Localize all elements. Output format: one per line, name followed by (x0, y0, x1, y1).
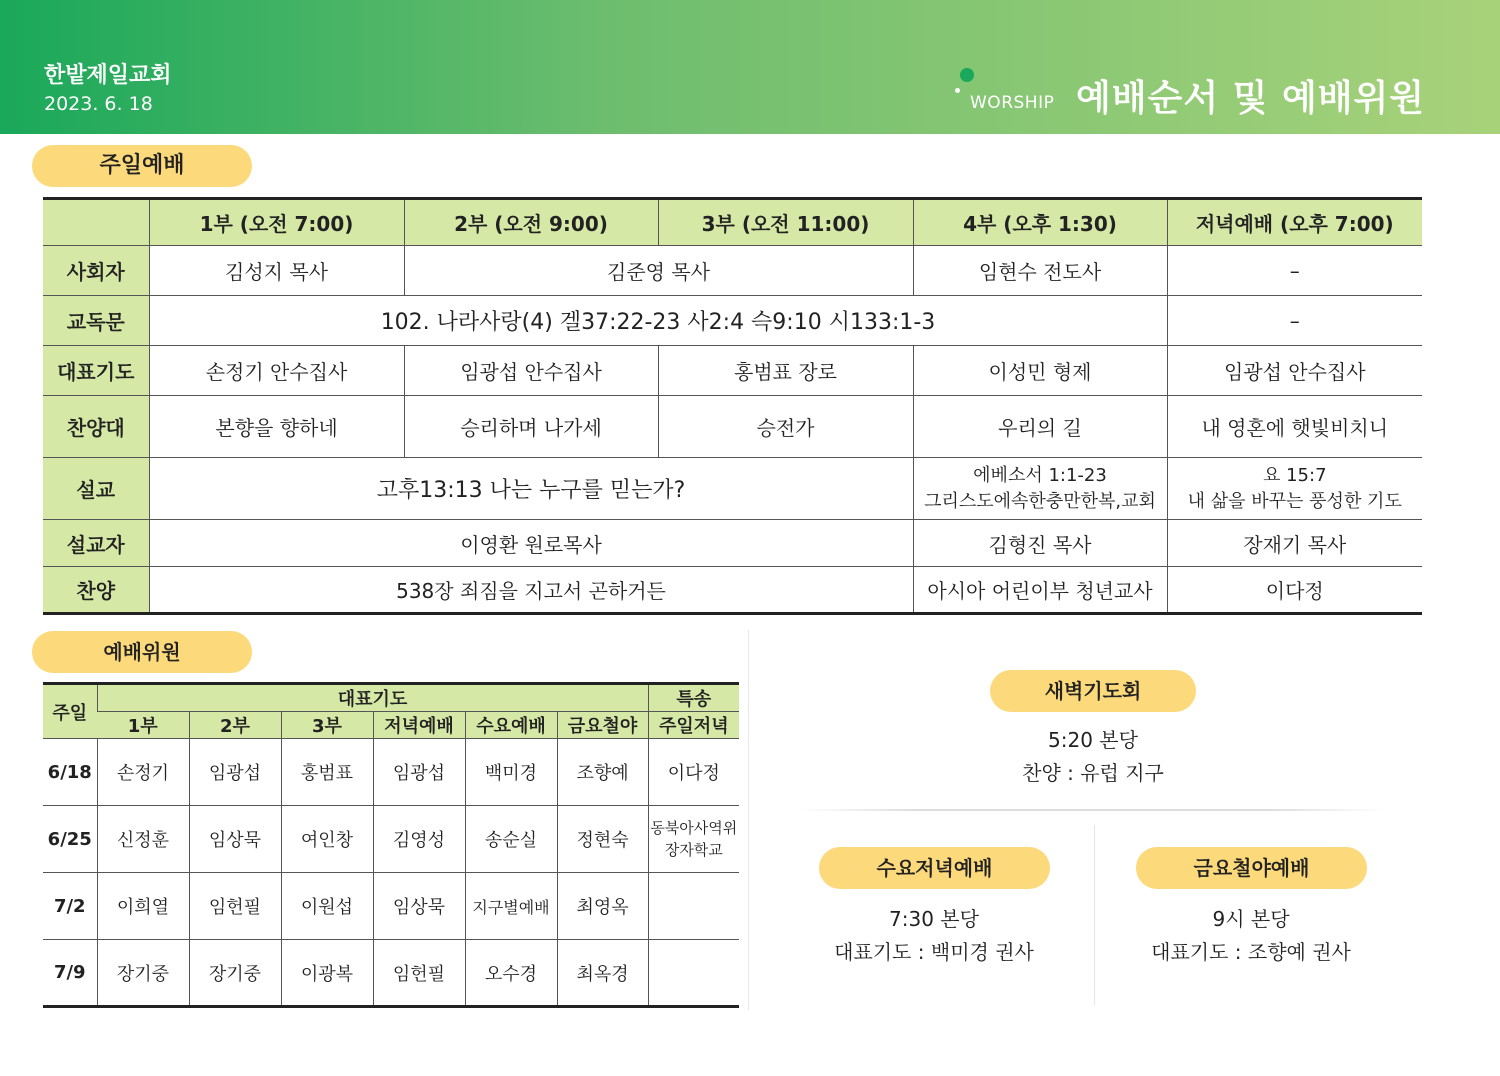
header-cell: 주일 (43, 684, 97, 739)
wednesday-title: 수요저녁예배 (819, 847, 1050, 889)
table-cell: 장기중 (97, 940, 189, 1007)
table-row (43, 396, 1422, 458)
table-row (43, 296, 1422, 346)
table-cell: 조향예 (557, 739, 648, 806)
table-row (43, 940, 739, 1007)
table-cell: 홍범표 (281, 739, 373, 806)
dawn-prayer-title: 새벽기도회 (990, 670, 1196, 712)
table-cell: 우리의 길 (913, 396, 1167, 458)
header-cell: 4부 (오후 1:30) (913, 199, 1167, 246)
header-cell: 특송 (648, 684, 739, 712)
table-cell: 백미경 (465, 739, 557, 806)
section-title-sunday: 주일예배 (32, 145, 252, 187)
wednesday-time: 7:30 본당 (889, 907, 979, 931)
page-title: 예배순서 및 예배위원 (1076, 78, 1426, 119)
divider (748, 630, 749, 1010)
table-cell: 아시아 어린이부 청년교사 (913, 567, 1167, 614)
table-cell: 임상묵 (189, 806, 281, 873)
row-label: 찬양대 (43, 396, 149, 458)
table-cell: 임광섭 (189, 739, 281, 806)
table-cell: – (1167, 246, 1422, 296)
table-cell: 이다정 (648, 739, 739, 806)
table-cell: 임광섭 안수집사 (1167, 346, 1422, 396)
table-cell: 김영성 (373, 806, 465, 873)
table-header-row (43, 199, 1422, 246)
table-row (43, 806, 739, 873)
row-date: 6/25 (43, 806, 97, 873)
sermon-title: 내 삶을 바꾸는 풍성한 기도 (1187, 490, 1402, 512)
table-cell: 이성민 형제 (913, 346, 1167, 396)
table-cell: – (1167, 296, 1422, 346)
header-cell: 2부 (189, 712, 281, 739)
header-cell: 저녁예배 (373, 712, 465, 739)
table-cell (648, 873, 739, 940)
row-date: 7/2 (43, 873, 97, 940)
table-header-row (43, 684, 739, 712)
dawn-time: 5:20 본당 (1048, 728, 1138, 752)
bulletin-date: 2023. 6. 18 (44, 93, 153, 115)
table-cell: 장기중 (189, 940, 281, 1007)
row-date: 6/18 (43, 739, 97, 806)
table-cell: 이원섭 (281, 873, 373, 940)
section-title-committee: 예배위원 (32, 631, 252, 673)
divider (1094, 825, 1095, 1005)
row-label: 대표기도 (43, 346, 149, 396)
table-row (43, 246, 1422, 296)
header-cell: 1부 (97, 712, 189, 739)
table-cell: 본향을 향하네 (149, 396, 404, 458)
table-cell: 홍범표 장로 (658, 346, 913, 396)
row-label: 사회자 (43, 246, 149, 296)
small-dot-icon (955, 88, 960, 93)
table-row (43, 458, 1422, 520)
table-cell: 김준영 목사 (404, 246, 913, 296)
sermon-title: 그리스도에속한충만한복,교회 (924, 490, 1156, 512)
table-cell: 정현숙 (557, 806, 648, 873)
table-cell (913, 458, 1167, 520)
table-cell (1167, 458, 1422, 520)
header-cell: 저녁예배 (오후 7:00) (1167, 199, 1422, 246)
row-date: 7/9 (43, 940, 97, 1007)
sunday-worship-table (43, 197, 1422, 615)
church-name: 한밭제일교회 (44, 63, 172, 88)
row-label: 설교자 (43, 520, 149, 567)
wednesday-info (784, 903, 1084, 969)
header-cell: 금요철야 (557, 712, 648, 739)
friday-title: 금요철야예배 (1136, 847, 1367, 889)
table-cell: 승리하며 나가세 (404, 396, 658, 458)
special-line: 동북아사역위 (650, 819, 738, 837)
table-cell: 임상묵 (373, 873, 465, 940)
table-cell: 신정훈 (97, 806, 189, 873)
table-cell: 이희열 (97, 873, 189, 940)
table-cell: 최옥경 (557, 940, 648, 1007)
table-cell: 임현수 전도사 (913, 246, 1167, 296)
table-cell: 임헌필 (373, 940, 465, 1007)
header-cell: 1부 (오전 7:00) (149, 199, 404, 246)
header-cell: 2부 (오전 9:00) (404, 199, 658, 246)
table-cell: 임광섭 (373, 739, 465, 806)
friday-time: 9시 본당 (1212, 907, 1290, 931)
sermon-reference: 에베소서 1:1-23 (973, 464, 1107, 486)
table-row (43, 739, 739, 806)
dawn-prayer-info (940, 724, 1246, 790)
header-cell: 대표기도 (97, 684, 648, 712)
table-cell: 승전가 (658, 396, 913, 458)
row-label: 설교 (43, 458, 149, 520)
table-cell: 임광섭 안수집사 (404, 346, 658, 396)
table-cell: 내 영혼에 햇빛비치니 (1167, 396, 1422, 458)
table-cell (648, 940, 739, 1007)
header-banner (0, 0, 1500, 134)
table-cell: 여인창 (281, 806, 373, 873)
table-cell: 손정기 (97, 739, 189, 806)
table-cell (648, 806, 739, 873)
table-cell: 김형진 목사 (913, 520, 1167, 567)
worship-label-en: WORSHIP (970, 93, 1055, 113)
table-cell: 지구별예배 (465, 873, 557, 940)
committee-table (43, 682, 739, 1008)
friday-prayer: 대표기도 : 조향예 권사 (1151, 940, 1351, 964)
wednesday-prayer: 대표기도 : 백미경 권사 (834, 940, 1034, 964)
table-cell: 이광복 (281, 940, 373, 1007)
table-cell: 최영옥 (557, 873, 648, 940)
table-cell: 이영환 원로목사 (149, 520, 913, 567)
header-cell: 3부 (오전 11:00) (658, 199, 913, 246)
header-cell: 3부 (281, 712, 373, 739)
sermon-reference: 요 15:7 (1262, 464, 1327, 486)
table-cell: 임헌필 (189, 873, 281, 940)
table-row (43, 346, 1422, 396)
table-cell: 오수경 (465, 940, 557, 1007)
header-cell (43, 199, 149, 246)
table-cell: 이다정 (1167, 567, 1422, 614)
table-header-row (43, 712, 739, 739)
friday-info (1101, 903, 1401, 969)
dot-icon (960, 68, 974, 82)
table-cell: 김성지 목사 (149, 246, 404, 296)
table-row (43, 873, 739, 940)
header-cell: 수요예배 (465, 712, 557, 739)
row-label: 교독문 (43, 296, 149, 346)
header-cell: 주일저녁 (648, 712, 739, 739)
divider (800, 809, 1385, 811)
table-cell: 손정기 안수집사 (149, 346, 404, 396)
table-row (43, 567, 1422, 614)
dawn-praise: 찬양 : 유럽 지구 (1022, 761, 1164, 785)
row-label: 찬양 (43, 567, 149, 614)
special-line: 장자학교 (664, 841, 723, 859)
table-cell: 송순실 (465, 806, 557, 873)
table-cell: 538장 죄짐을 지고서 곤하거든 (149, 567, 913, 614)
table-cell: 102. 나라사랑(4) 겔37:22-23 사2:4 슥9:10 시133:1-3 (149, 296, 1167, 346)
table-row (43, 520, 1422, 567)
table-cell: 장재기 목사 (1167, 520, 1422, 567)
table-cell: 고후13:13 나는 누구를 믿는가? (149, 458, 913, 520)
